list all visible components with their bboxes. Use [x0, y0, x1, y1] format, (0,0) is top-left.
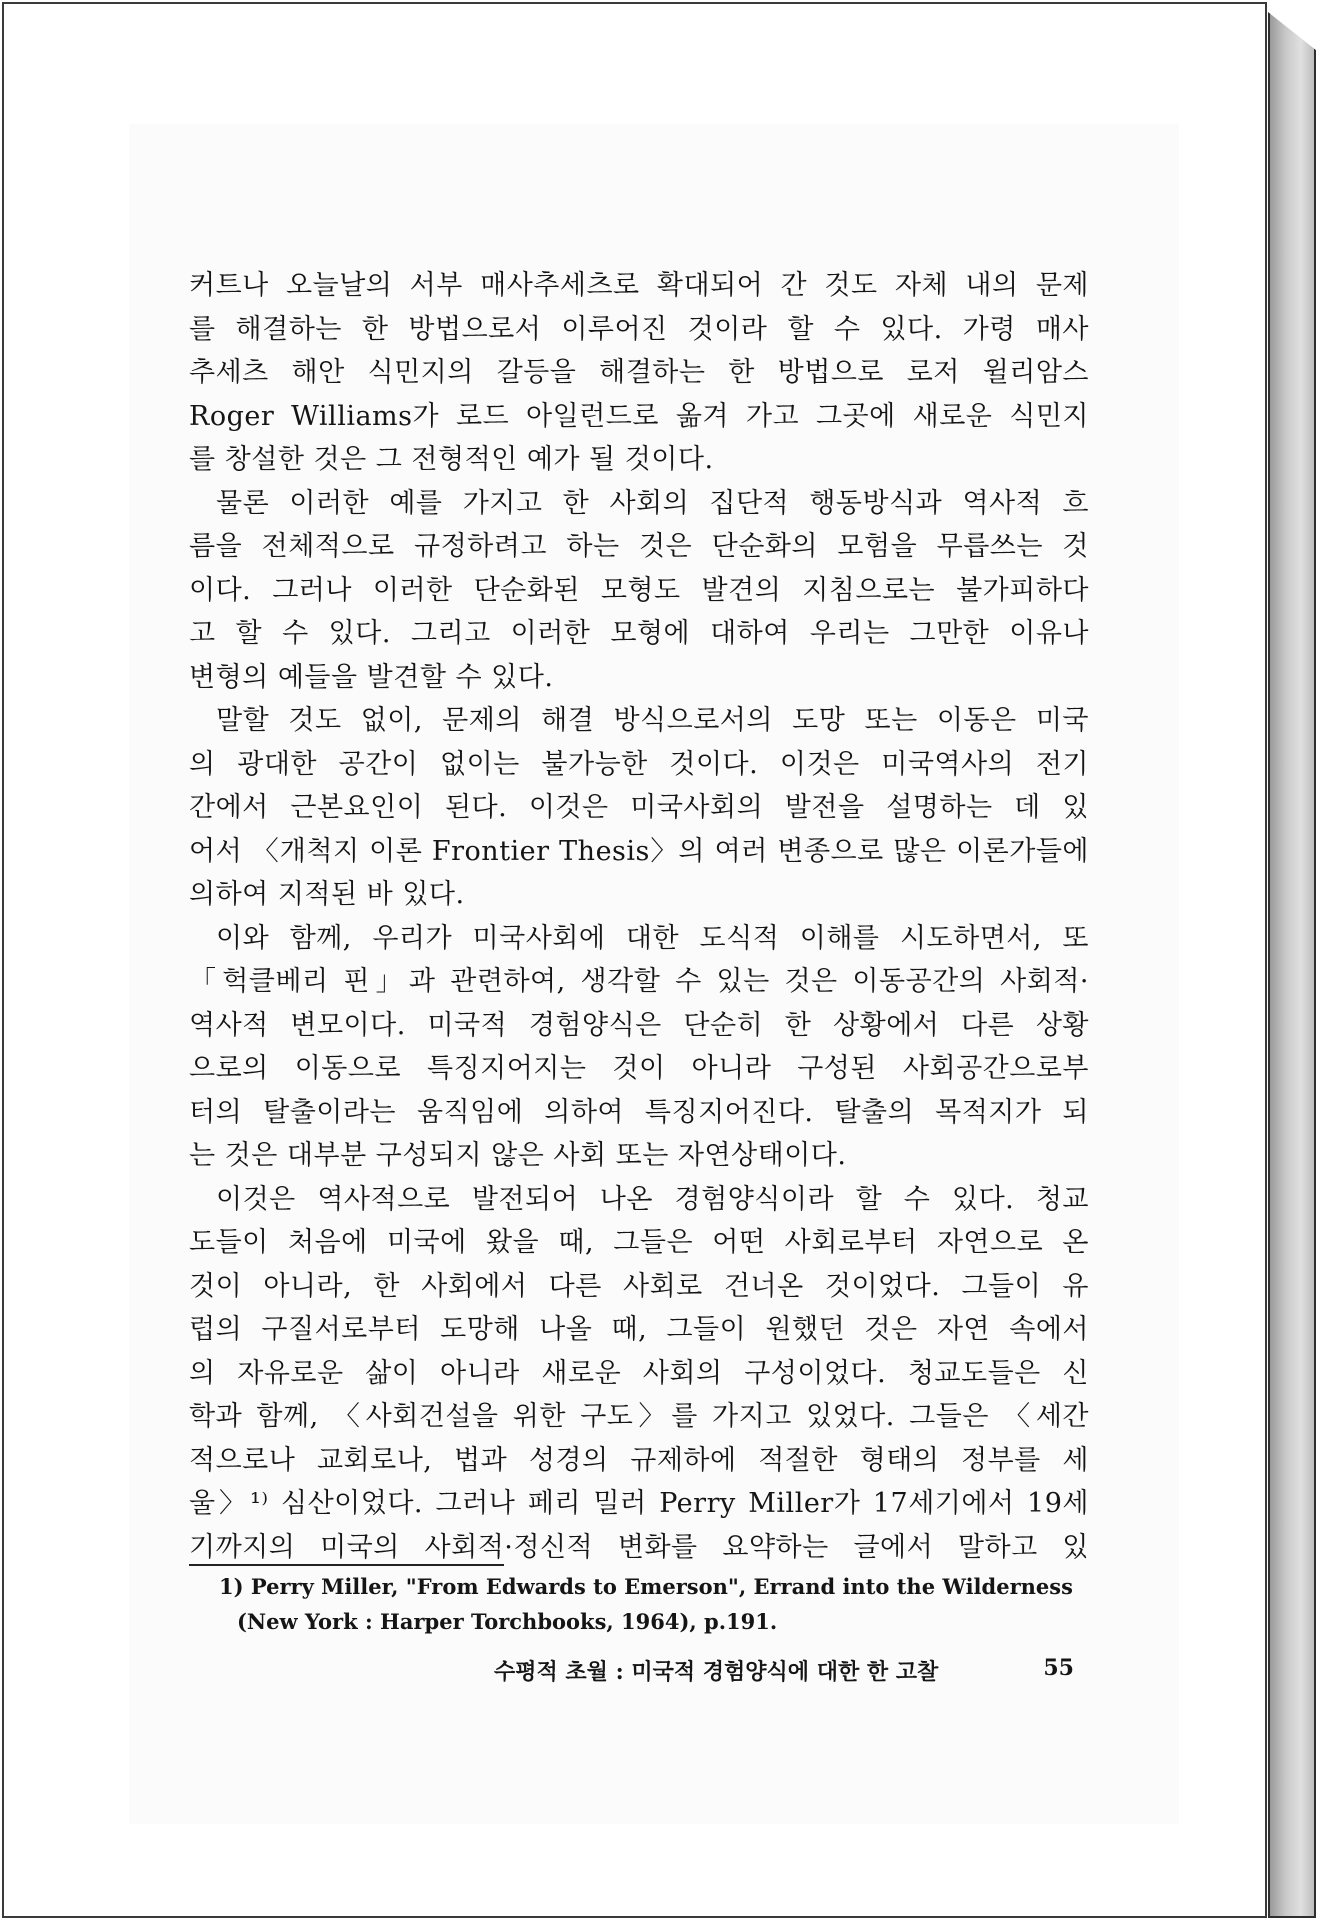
footnote-line: (New York : Harper Torchbooks, 1964), p.191.: [237, 1609, 778, 1634]
text-line: 럽의 구질서로부터 도망해 나올 때, 그들이 원했던 것은 자연 속에서: [189, 1314, 1089, 1345]
running-footer: [494, 1655, 1074, 1686]
book-page: [2, 2, 1267, 1918]
text-line: 울〉¹⁾ 심산이었다. 그러나 페리 밀러 Perry Miller가 17세기에서 19세: [189, 1488, 1089, 1519]
text-line: 말할 것도 없이, 문제의 해결 방식으로서의 도망 또는 이동은 미국: [216, 705, 1089, 736]
text-line: 이것은 역사적으로 발전되어 나온 경험양식이라 할 수 있다. 청교: [216, 1183, 1089, 1215]
text-line: 추세츠 해안 식민지의 갈등을 해결하는 한 방법으로 로저 윌리암스: [189, 357, 1089, 388]
text-line: 역사적 변모이다. 미국적 경험양식은 단순히 한 상황에서 다른 상황: [189, 1009, 1089, 1041]
body-text: [189, 264, 1089, 1569]
text-line: 어서 〈개척지 이론 Frontier Thesis〉의 여러 변종으로 많은 이론가들에: [189, 835, 1089, 867]
text-line: 것이 아니라, 한 사회에서 다른 사회로 건너온 것이었다. 그들이 유: [189, 1270, 1089, 1302]
text-line: 의 광대한 공간이 없이는 불가능한 것이다. 이것은 미국역사의 전기: [189, 748, 1089, 780]
text-line: 물론 이러한 예를 가지고 한 사회의 집단적 행동방식과 역사적 흐: [216, 487, 1089, 519]
text-line: 를 창설한 것은 그 전형적인 예가 될 것이다.: [189, 444, 714, 475]
text-line: 의 자유로운 삶이 아니라 새로운 사회의 구성이었다. 청교도들은 신: [189, 1357, 1089, 1389]
text-line: 기까지의 미국의 사회적·정신적 변화를 요약하는 글에서 말하고 있: [189, 1531, 1089, 1563]
text-line: 이와 함께, 우리가 미국사회에 대한 도식적 이해를 시도하면서, 또: [216, 922, 1089, 954]
text-line: 고 할 수 있다. 그리고 이러한 모형에 대하여 우리는 그만한 이유나: [189, 618, 1089, 649]
text-line: 이다. 그러나 이러한 단순화된 모형도 발견의 지침으로는 불가피하다: [189, 574, 1089, 606]
running-title: 수평적 초월 : 미국적 경험양식에 대한 한 고찰: [494, 1659, 939, 1685]
text-line: 는 것은 대부분 구성되지 않은 사회 또는 자연상태이다.: [189, 1140, 847, 1171]
page-stack-edge: [1268, 12, 1316, 1918]
text-line: 간에서 근본요인이 된다. 이것은 미국사회의 발전을 설명하는 데 있: [189, 792, 1089, 823]
text-line: 으로의 이동으로 특징지어지는 것이 아니라 구성된 사회공간으로부: [189, 1053, 1089, 1084]
text-line: 의하여 지적된 바 있다.: [189, 879, 465, 910]
text-line: 「헉클베리 핀」과 관련하여, 생각할 수 있는 것은 이동공간의 사회적·: [189, 966, 1089, 997]
text-line: 커트나 오늘날의 서부 매사추세츠로 확대되어 간 것도 자체 내의 문제: [189, 270, 1089, 301]
text-line: 적으로나 교회로나, 법과 성경의 규제하에 적절한 형태의 정부를 세: [189, 1444, 1089, 1476]
footnote-line: 1) Perry Miller, "From Edwards to Emerson", Errand into the Wilderness: [219, 1574, 1073, 1599]
text-line: Roger Williams가 로드 아일런드로 옮겨 가고 그곳에 새로운 식민지: [189, 400, 1089, 432]
text-line: 를 해결하는 한 방법으로서 이루어진 것이라 할 수 있다. 가령 매사: [189, 313, 1089, 345]
text-line: 도들이 처음에 미국에 왔을 때, 그들은 어떤 사회로부터 자연으로 온: [189, 1227, 1089, 1258]
text-line: 변형의 예들을 발견할 수 있다.: [189, 661, 554, 693]
text-line: 학과 함께, 〈사회건설을 위한 구도〉를 가지고 있었다. 그들은 〈세간: [189, 1401, 1089, 1432]
footnotes: [219, 1569, 1099, 1639]
text-line: 름을 전체적으로 규정하려고 하는 것은 단순화의 모험을 무릅쓰는 것: [189, 531, 1089, 562]
footnote-divider: [189, 1564, 504, 1566]
page-number: 55: [1043, 1655, 1074, 1681]
text-line: 터의 탈출이라는 움직임에 의하여 특징지어진다. 탈출의 목적지가 되: [189, 1096, 1089, 1128]
